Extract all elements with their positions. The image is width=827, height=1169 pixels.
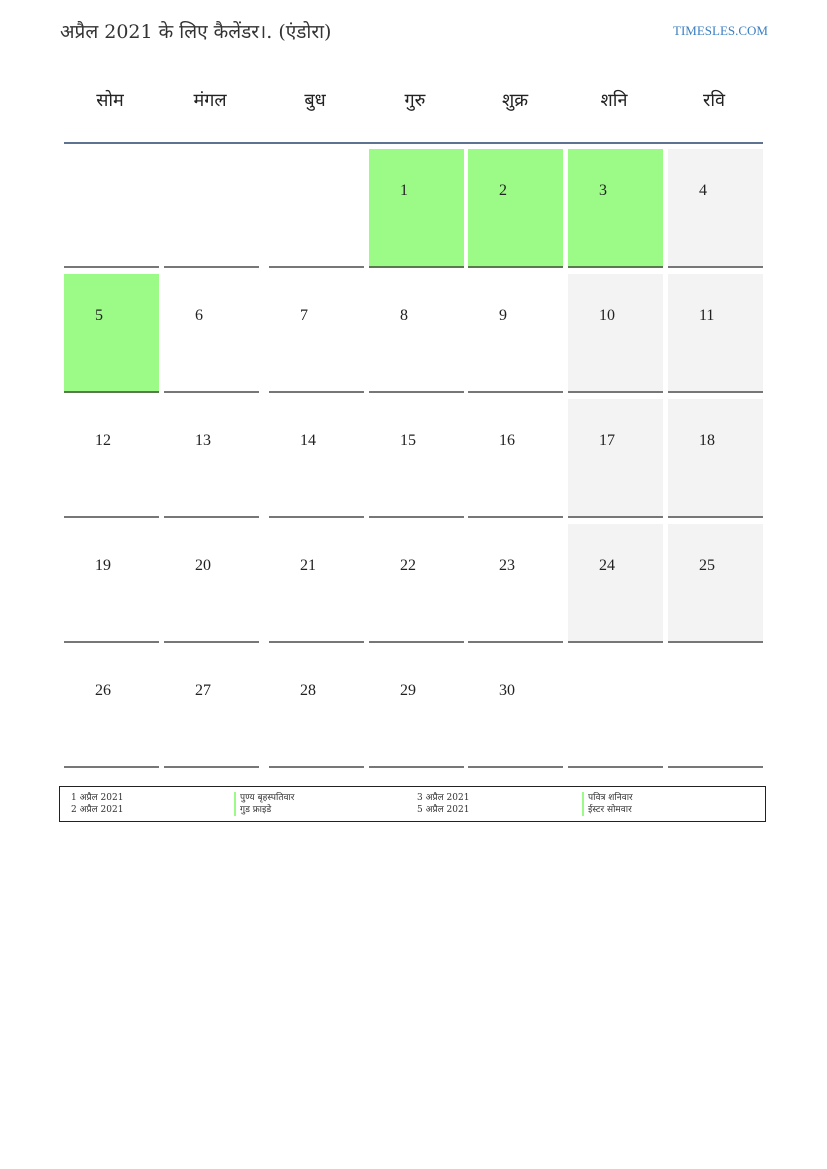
weekday-header: [60, 88, 767, 118]
holiday-legend: [59, 786, 766, 822]
calendar-day-cell[interactable]: [468, 524, 563, 643]
calendar-day-cell[interactable]: [568, 274, 663, 393]
day-number: 21: [300, 557, 316, 574]
day-number: 6: [195, 307, 203, 324]
calendar-empty-cell: [164, 149, 259, 268]
calendar-day-cell[interactable]: [164, 524, 259, 643]
legend-holiday-name: ईस्टर सोमवार: [582, 804, 633, 816]
calendar-day-cell[interactable]: [568, 149, 663, 268]
calendar-empty-cell: [64, 149, 159, 268]
day-number: 3: [599, 182, 607, 199]
day-number: 26: [95, 682, 111, 699]
calendar-day-cell[interactable]: [369, 274, 464, 393]
day-number: 20: [195, 557, 211, 574]
day-number: 29: [400, 682, 416, 699]
calendar-day-cell[interactable]: [369, 149, 464, 268]
calendar-day-cell[interactable]: [468, 399, 563, 518]
calendar-day-cell[interactable]: [468, 649, 563, 768]
calendar-day-cell[interactable]: [369, 399, 464, 518]
day-number: 12: [95, 432, 111, 449]
calendar-day-cell[interactable]: [64, 524, 159, 643]
day-number: 10: [599, 307, 615, 324]
day-number: 5: [95, 307, 103, 324]
calendar-empty-cell: [668, 649, 763, 768]
day-number: 16: [499, 432, 515, 449]
calendar-day-cell[interactable]: [164, 274, 259, 393]
calendar-day-cell[interactable]: [668, 399, 763, 518]
legend-date: 2 अप्रैल 2021: [71, 805, 124, 815]
calendar-day-cell[interactable]: [369, 524, 464, 643]
legend-holiday-name: पुण्य बृहस्पतिवार: [234, 792, 294, 804]
day-number: 15: [400, 432, 416, 449]
calendar-day-cell[interactable]: [164, 649, 259, 768]
day-number: 8: [400, 307, 408, 324]
legend-dates-left: [71, 792, 123, 816]
calendar-day-cell[interactable]: [269, 399, 364, 518]
weekday-wed: बुध: [304, 90, 326, 111]
day-number: 19: [95, 557, 111, 574]
day-number: 18: [699, 432, 715, 449]
weekday-sun: रवि: [702, 90, 726, 111]
legend-date: 5 अप्रैल 2021: [417, 805, 470, 815]
weekday-tue: मंगल: [193, 90, 227, 111]
day-number: 27: [195, 682, 211, 699]
day-number: 7: [300, 307, 308, 324]
weekday-fri: शुक्र: [501, 90, 529, 111]
day-number: 9: [499, 307, 507, 324]
day-number: 1: [400, 182, 408, 199]
calendar-day-cell[interactable]: [468, 274, 563, 393]
legend-dates-right: [417, 792, 469, 816]
legend-date: 3 अप्रैल 2021: [417, 793, 470, 803]
header-divider: [64, 142, 763, 144]
legend-holiday-name: गुड फ्राइडे: [234, 804, 294, 816]
day-number: 23: [499, 557, 515, 574]
calendar-day-cell[interactable]: [64, 649, 159, 768]
calendar-day-cell[interactable]: [568, 524, 663, 643]
calendar-day-cell[interactable]: [369, 649, 464, 768]
calendar-day-cell[interactable]: [269, 274, 364, 393]
calendar-day-cell[interactable]: [269, 524, 364, 643]
day-number: 28: [300, 682, 316, 699]
day-number: 14: [300, 432, 316, 449]
legend-holiday-name: पवित्र शनिवार: [582, 792, 633, 804]
day-number: 25: [699, 557, 715, 574]
day-number: 2: [499, 182, 507, 199]
calendar-empty-cell: [568, 649, 663, 768]
calendar-day-cell[interactable]: [64, 274, 159, 393]
calendar-day-cell[interactable]: [64, 399, 159, 518]
calendar-day-cell[interactable]: [164, 399, 259, 518]
legend-names-left: [234, 792, 294, 816]
calendar-day-cell[interactable]: [568, 399, 663, 518]
day-number: 22: [400, 557, 416, 574]
day-number: 13: [195, 432, 211, 449]
legend-names-right: [582, 792, 633, 816]
day-number: 24: [599, 557, 615, 574]
weekday-mon: सोम: [96, 90, 124, 111]
legend-date: 1 अप्रैल 2021: [71, 793, 124, 803]
calendar-empty-cell: [269, 149, 364, 268]
brand-link[interactable]: TIMESLES.COM: [673, 23, 768, 38]
calendar-day-cell[interactable]: [668, 274, 763, 393]
calendar-day-cell[interactable]: [468, 149, 563, 268]
day-number: 11: [699, 307, 715, 324]
weekday-sat: शनि: [600, 90, 628, 111]
day-number: 17: [599, 432, 615, 449]
calendar-day-cell[interactable]: [269, 649, 364, 768]
day-number: 4: [699, 182, 707, 199]
page-title: अप्रैल 2021 के लिए कैलेंडर।. (एंडोरा): [60, 21, 332, 43]
calendar-day-cell[interactable]: [668, 149, 763, 268]
day-number: 30: [499, 682, 515, 699]
weekday-thu: गुरु: [404, 90, 426, 111]
calendar-day-cell[interactable]: [668, 524, 763, 643]
